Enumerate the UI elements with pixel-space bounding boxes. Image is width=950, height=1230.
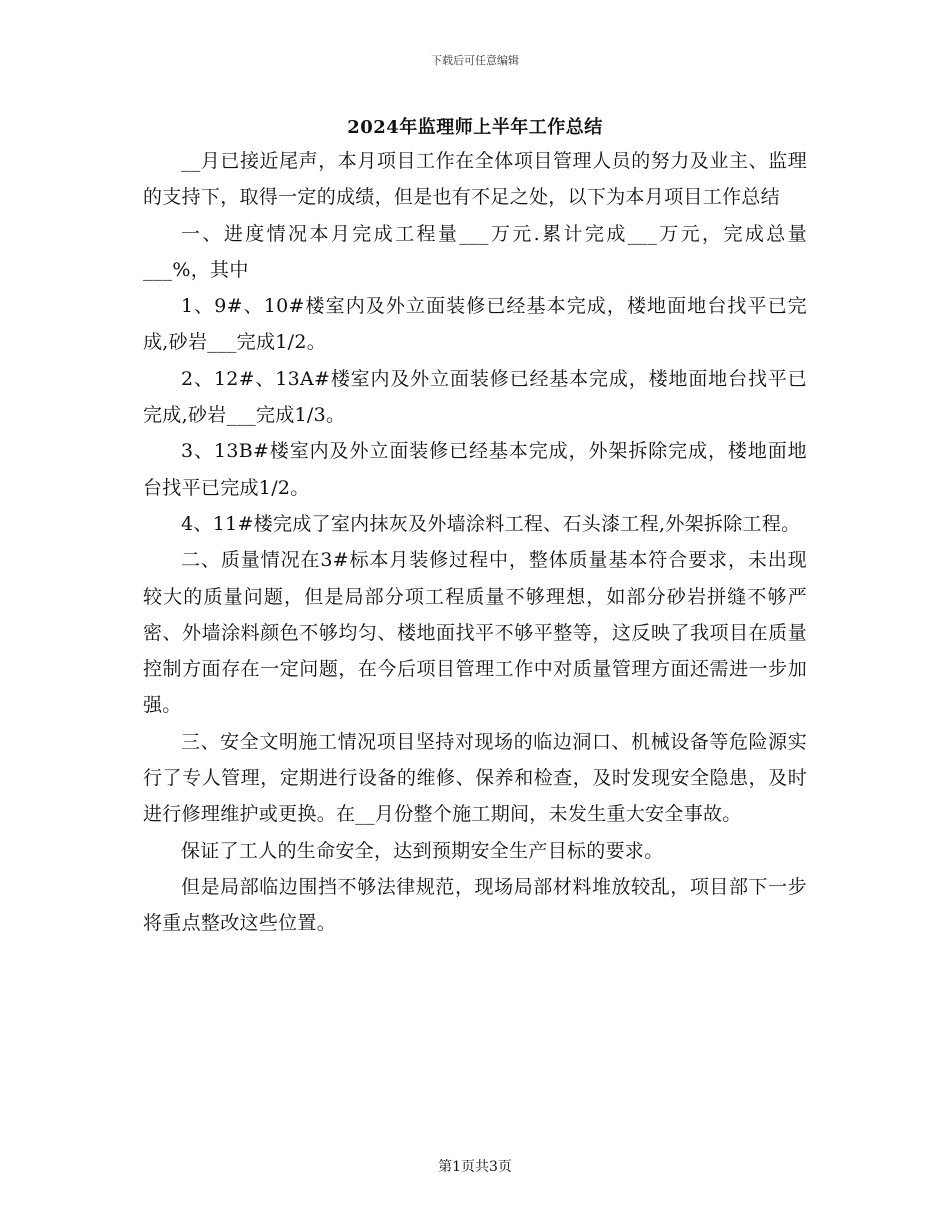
page-number: 第1页共3页 <box>438 1159 512 1175</box>
paragraph-safety: 三、安全文明施工情况项目坚持对现场的临边洞口、机械设备等危险源实行了专人管理，定期进行设备的维修、保养和检查，及时发现安全隐患，及时进行修理维护或更换。在__月份整个施工期间，未发生重大安全事故。 <box>143 730 807 826</box>
page-header-note: 下载后可任意编辑 <box>431 54 519 67</box>
paragraph-item-3: 3、13B#楼室内及外立面装修已经基本完成，外架拆除完成，楼地面地台找平已完成1/2。 <box>143 440 807 499</box>
paragraph-item-1: 1、9#、10#楼室内及外立面装修已经基本完成，楼地面地台找平已完成,砂岩___完成1/2。 <box>143 295 807 354</box>
paragraph-intro: __月已接近尾声，本月项目工作在全体项目管理人员的努力及业主、监理的支持下，取得一定的成绩，但是也有不足之处，以下为本月项目工作总结 <box>143 150 807 209</box>
paragraph-safety-result: 保证了工人的生命安全，达到预期安全生产目标的要求。 <box>181 839 664 862</box>
paragraph-progress: 一、进度情况本月完成工程量___万元.累计完成___万元，完成总量___%，其中 <box>143 222 807 281</box>
paragraph-item-2: 2、12#、13A#楼室内及外立面装修已经基本完成，楼地面地台找平已完成,砂岩___完成1/3。 <box>143 367 807 427</box>
document-title: 2024年监理师上半年工作总结 <box>347 117 603 138</box>
document-body <box>143 143 807 942</box>
paragraph-quality: 二、质量情况在3#标本月装修过程中，整体质量基本符合要求，未出现较大的质量问题，但是局部分项工程质量不够理想，如部分砂岩拼缝不够严密、外墙涂料颜色不够均匀、楼地面找平不够平整等，这反映了我项目在质量控制方面存在一定问题，在今后项目管理工作中对质量管理方面还需进一步加强。 <box>143 549 807 717</box>
paragraph-improvement: 但是局部临边围挡不够法律规范，现场局部材料堆放较乱，项目部下一步将重点整改这些位置。 <box>143 875 807 935</box>
paragraph-item-4: 4、11#楼完成了室内抹灰及外墙涂料工程、石头漆工程,外架拆除工程。 <box>181 512 801 535</box>
